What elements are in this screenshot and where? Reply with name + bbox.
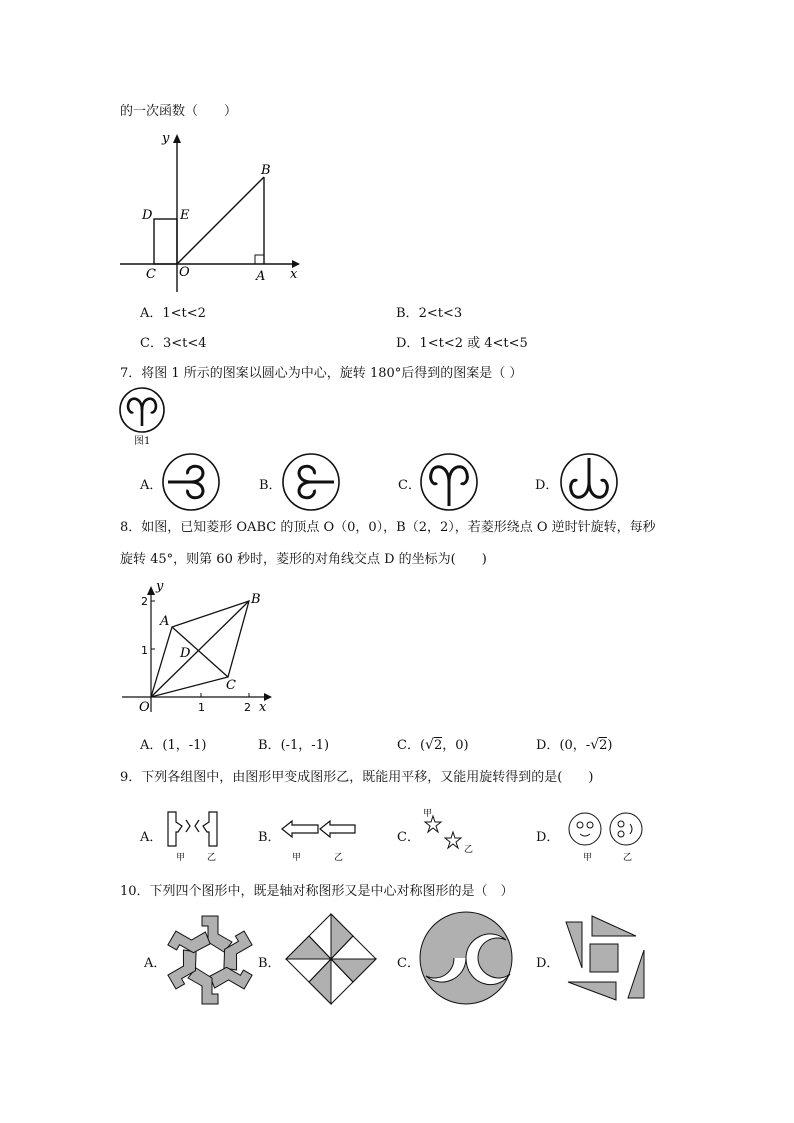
q9-option-c-label[interactable]: C． — [397, 830, 420, 845]
q10-stem: 10．下列四个图形中，既是轴对称图形又是中心对称图形的是（ ） — [120, 884, 514, 899]
q8-option-c[interactable]: C．(√2，0) — [397, 737, 469, 753]
sqrt-symbol: √ — [590, 737, 600, 753]
q10-option-a-label[interactable]: A． — [144, 956, 167, 971]
q7-option-d-label[interactable]: D． — [535, 478, 559, 493]
q7-option-a-label[interactable]: A． — [140, 478, 163, 493]
q8-stem-line1: 8．如图，已知菱形 OABC 的顶点 O（0，0），B（2，2），若菱形绕点 O 逆时针旋转，每秒 — [120, 520, 656, 535]
q10-option-c-icon — [420, 912, 512, 1004]
q7-figure-caption: 图1 — [134, 436, 151, 447]
q8-option-d[interactable]: D．(0，-√2) — [536, 737, 613, 753]
q7-option-c-label[interactable]: C． — [398, 478, 421, 493]
q8-option-a[interactable]: A．(1，-1) — [140, 738, 207, 753]
q8-label-a: A — [160, 614, 170, 629]
label-c: C — [146, 267, 156, 282]
q8-option-b[interactable]: B．(-1，-1) — [258, 738, 330, 753]
q9-b-jia: 甲 — [292, 853, 302, 863]
q8-label-y: y — [156, 579, 164, 594]
q8-label-c: C — [226, 678, 236, 693]
q9-option-a-label[interactable]: A． — [140, 830, 163, 845]
q6-option-b[interactable]: B．2<t<3 — [396, 306, 463, 321]
q9-d-yi: 乙 — [623, 853, 633, 863]
q9-c-jia: 甲 — [423, 809, 433, 819]
label-b: B — [261, 163, 271, 178]
sqrt-symbol: √ — [425, 737, 434, 753]
q6-option-a[interactable]: A．1<t<2 — [140, 306, 206, 321]
q9-stem: 9．下列各组图中，由图形甲变成图形乙，既能用平移，又能用旋转得到的是( ) — [120, 770, 594, 785]
q9-c-yi: 乙 — [464, 845, 474, 855]
q8-label-o: O — [139, 700, 150, 715]
q8-label-x: x — [259, 700, 267, 715]
q8-tick-1y: 1 — [141, 644, 148, 657]
label-x: x — [290, 267, 298, 282]
label-o: O — [179, 265, 190, 280]
q10-option-a-icon — [161, 916, 259, 1004]
intro-line: 的一次函数（ ） — [120, 104, 238, 119]
q9-option-d-label[interactable]: D． — [536, 830, 560, 845]
q9-b-yi: 乙 — [334, 853, 344, 863]
q10-option-b-icon — [286, 914, 376, 1004]
q9-a-yi: 乙 — [207, 853, 217, 863]
q10-option-d-label[interactable]: D． — [536, 956, 560, 971]
q6-option-d[interactable]: D．1<t<2 或 4<t<5 — [396, 336, 528, 351]
q9-a-jia: 甲 — [176, 853, 186, 863]
label-d: D — [142, 208, 153, 223]
q10-option-d-icon — [566, 916, 644, 1000]
label-y: y — [162, 131, 170, 146]
q7-option-b-label[interactable]: B． — [259, 478, 282, 493]
q9-option-b-label[interactable]: B． — [258, 830, 281, 845]
q8-tick-1x: 1 — [198, 701, 205, 714]
q8-tick-2y: 2 — [141, 595, 148, 608]
label-e: E — [180, 208, 190, 223]
q10-option-b-label[interactable]: B． — [258, 956, 281, 971]
q8-label-d: D — [180, 646, 191, 661]
q6-option-c[interactable]: C．3<t<4 — [140, 336, 207, 351]
q8-stem-line2: 旋转 45°，则第 60 秒时，菱形的对角线交点 D 的坐标为( ) — [120, 552, 487, 567]
label-a: A — [256, 269, 266, 284]
q8-tick-2x: 2 — [244, 701, 251, 714]
q9-d-jia: 甲 — [583, 853, 593, 863]
q10-option-c-label[interactable]: C． — [397, 956, 420, 971]
q7-stem: 7．将图 1 所示的图案以圆心为中心，旋转 180°后得到的图案是（ ） — [120, 366, 523, 381]
q8-label-b: B — [251, 592, 261, 607]
